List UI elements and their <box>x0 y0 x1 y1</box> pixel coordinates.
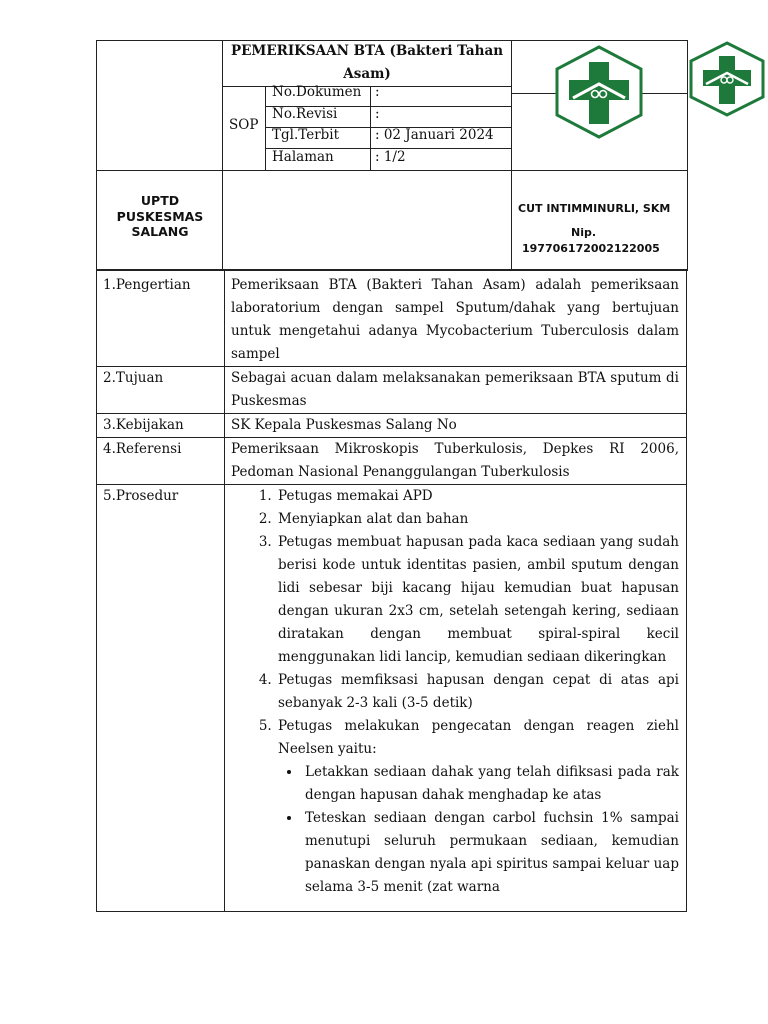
doc-field-label: Tgl.Terbit <box>272 127 340 143</box>
doc-field-value: : <box>375 106 380 122</box>
sop-content-table <box>96 269 687 912</box>
organization-name: UPTD PUSKESMAS SALANG <box>116 193 204 239</box>
procedure-substep: • Letakkan sediaan dahak yang telah difiksasi pada rak dengan hapusan dahak menghadap ke atas <box>302 761 679 807</box>
procedure-step: 4. Petugas memfiksasi hapusan dengan cepat di atas api sebanyak 2-3 kali (3-5 detik) <box>276 669 679 715</box>
puskesmas-logo <box>553 44 645 140</box>
procedure-step-text: Petugas melakukan pengecatan dengan reagen ziehl Neelsen yaitu: <box>278 718 679 757</box>
section-row-referensi <box>97 438 687 485</box>
document-title: PEMERIKSAAN BTA (Bakteri Tahan Asam) <box>230 43 504 82</box>
doc-field-label: No.Revisi <box>272 106 338 122</box>
doc-field-label: No.Dokumen <box>272 84 362 100</box>
doc-field-value: : <box>375 84 380 100</box>
procedure-substep: • Teteskan sediaan dengan carbol fuchsin 1% sampai menutupi seluruh permukaan sediaan, kemudian panaskan dengan nyala api spiritus sampai keluar uap selama 3-5 menit (zat warna <box>302 807 679 899</box>
doc-field-label: Halaman <box>272 149 334 165</box>
procedure-step: 2. Menyiapkan alat dan bahan <box>276 508 679 531</box>
section-row-pengertian <box>97 270 687 367</box>
section-label: 5.Prosedur <box>97 485 225 912</box>
section-text: Sebagai acuan dalam melaksanakan pemeriksaan BTA sputum di Puskesmas <box>225 367 687 414</box>
sop-label: SOP <box>229 117 259 133</box>
procedure-steps <box>231 485 679 899</box>
procedure-step <box>276 715 679 899</box>
nip-label: Nip. <box>571 226 597 239</box>
section-row-kebijakan <box>97 414 687 438</box>
signer-name: CUT INTIMMINURLI, SKM <box>518 202 671 215</box>
doc-field-value: : 1/2 <box>375 149 406 165</box>
nip-value: 197706172002122005 <box>522 242 660 255</box>
section-text: Pemeriksaan BTA (Bakteri Tahan Asam) adalah pemeriksaan laboratorium dengan sampel Sputum/dahak yang bertujuan untuk mengetahui adanya Mycobacterium Tuberculosis dalam sampel <box>225 270 687 367</box>
section-row-prosedur <box>97 485 687 912</box>
procedure-substeps <box>278 761 679 899</box>
section-text: SK Kepala Puskesmas Salang No <box>225 414 687 438</box>
section-label: 4.Referensi <box>97 438 225 485</box>
procedure-step: 1. Petugas memakai APD <box>276 485 679 508</box>
section-label: 2.Tujuan <box>97 367 225 414</box>
procedure-cell <box>225 485 687 912</box>
section-text: Pemeriksaan Mikroskopis Tuberkulosis, Depkes RI 2006, Pedoman Nasional Penanggulangan Tuberkulosis <box>225 438 687 485</box>
doc-field-value: : 02 Januari 2024 <box>375 127 494 143</box>
section-row-tujuan <box>97 367 687 414</box>
section-label: 1.Pengertian <box>97 270 225 367</box>
procedure-step: 3. Petugas membuat hapusan pada kaca sediaan yang sudah berisi kode untuk identitas pasien, ambil sputum dengan lidi sebesar biji kacang hijau kemudian buat hapusan dengan ukuran 2x3 cm, setelah setengah kering, sediaan diratakan dengan membuat spiral-spiral kecil menggunakan lidi lancip, kemudian sediaan dikeringkan <box>276 531 679 669</box>
puskesmas-logo-small <box>687 40 767 118</box>
section-label: 3.Kebijakan <box>97 414 225 438</box>
